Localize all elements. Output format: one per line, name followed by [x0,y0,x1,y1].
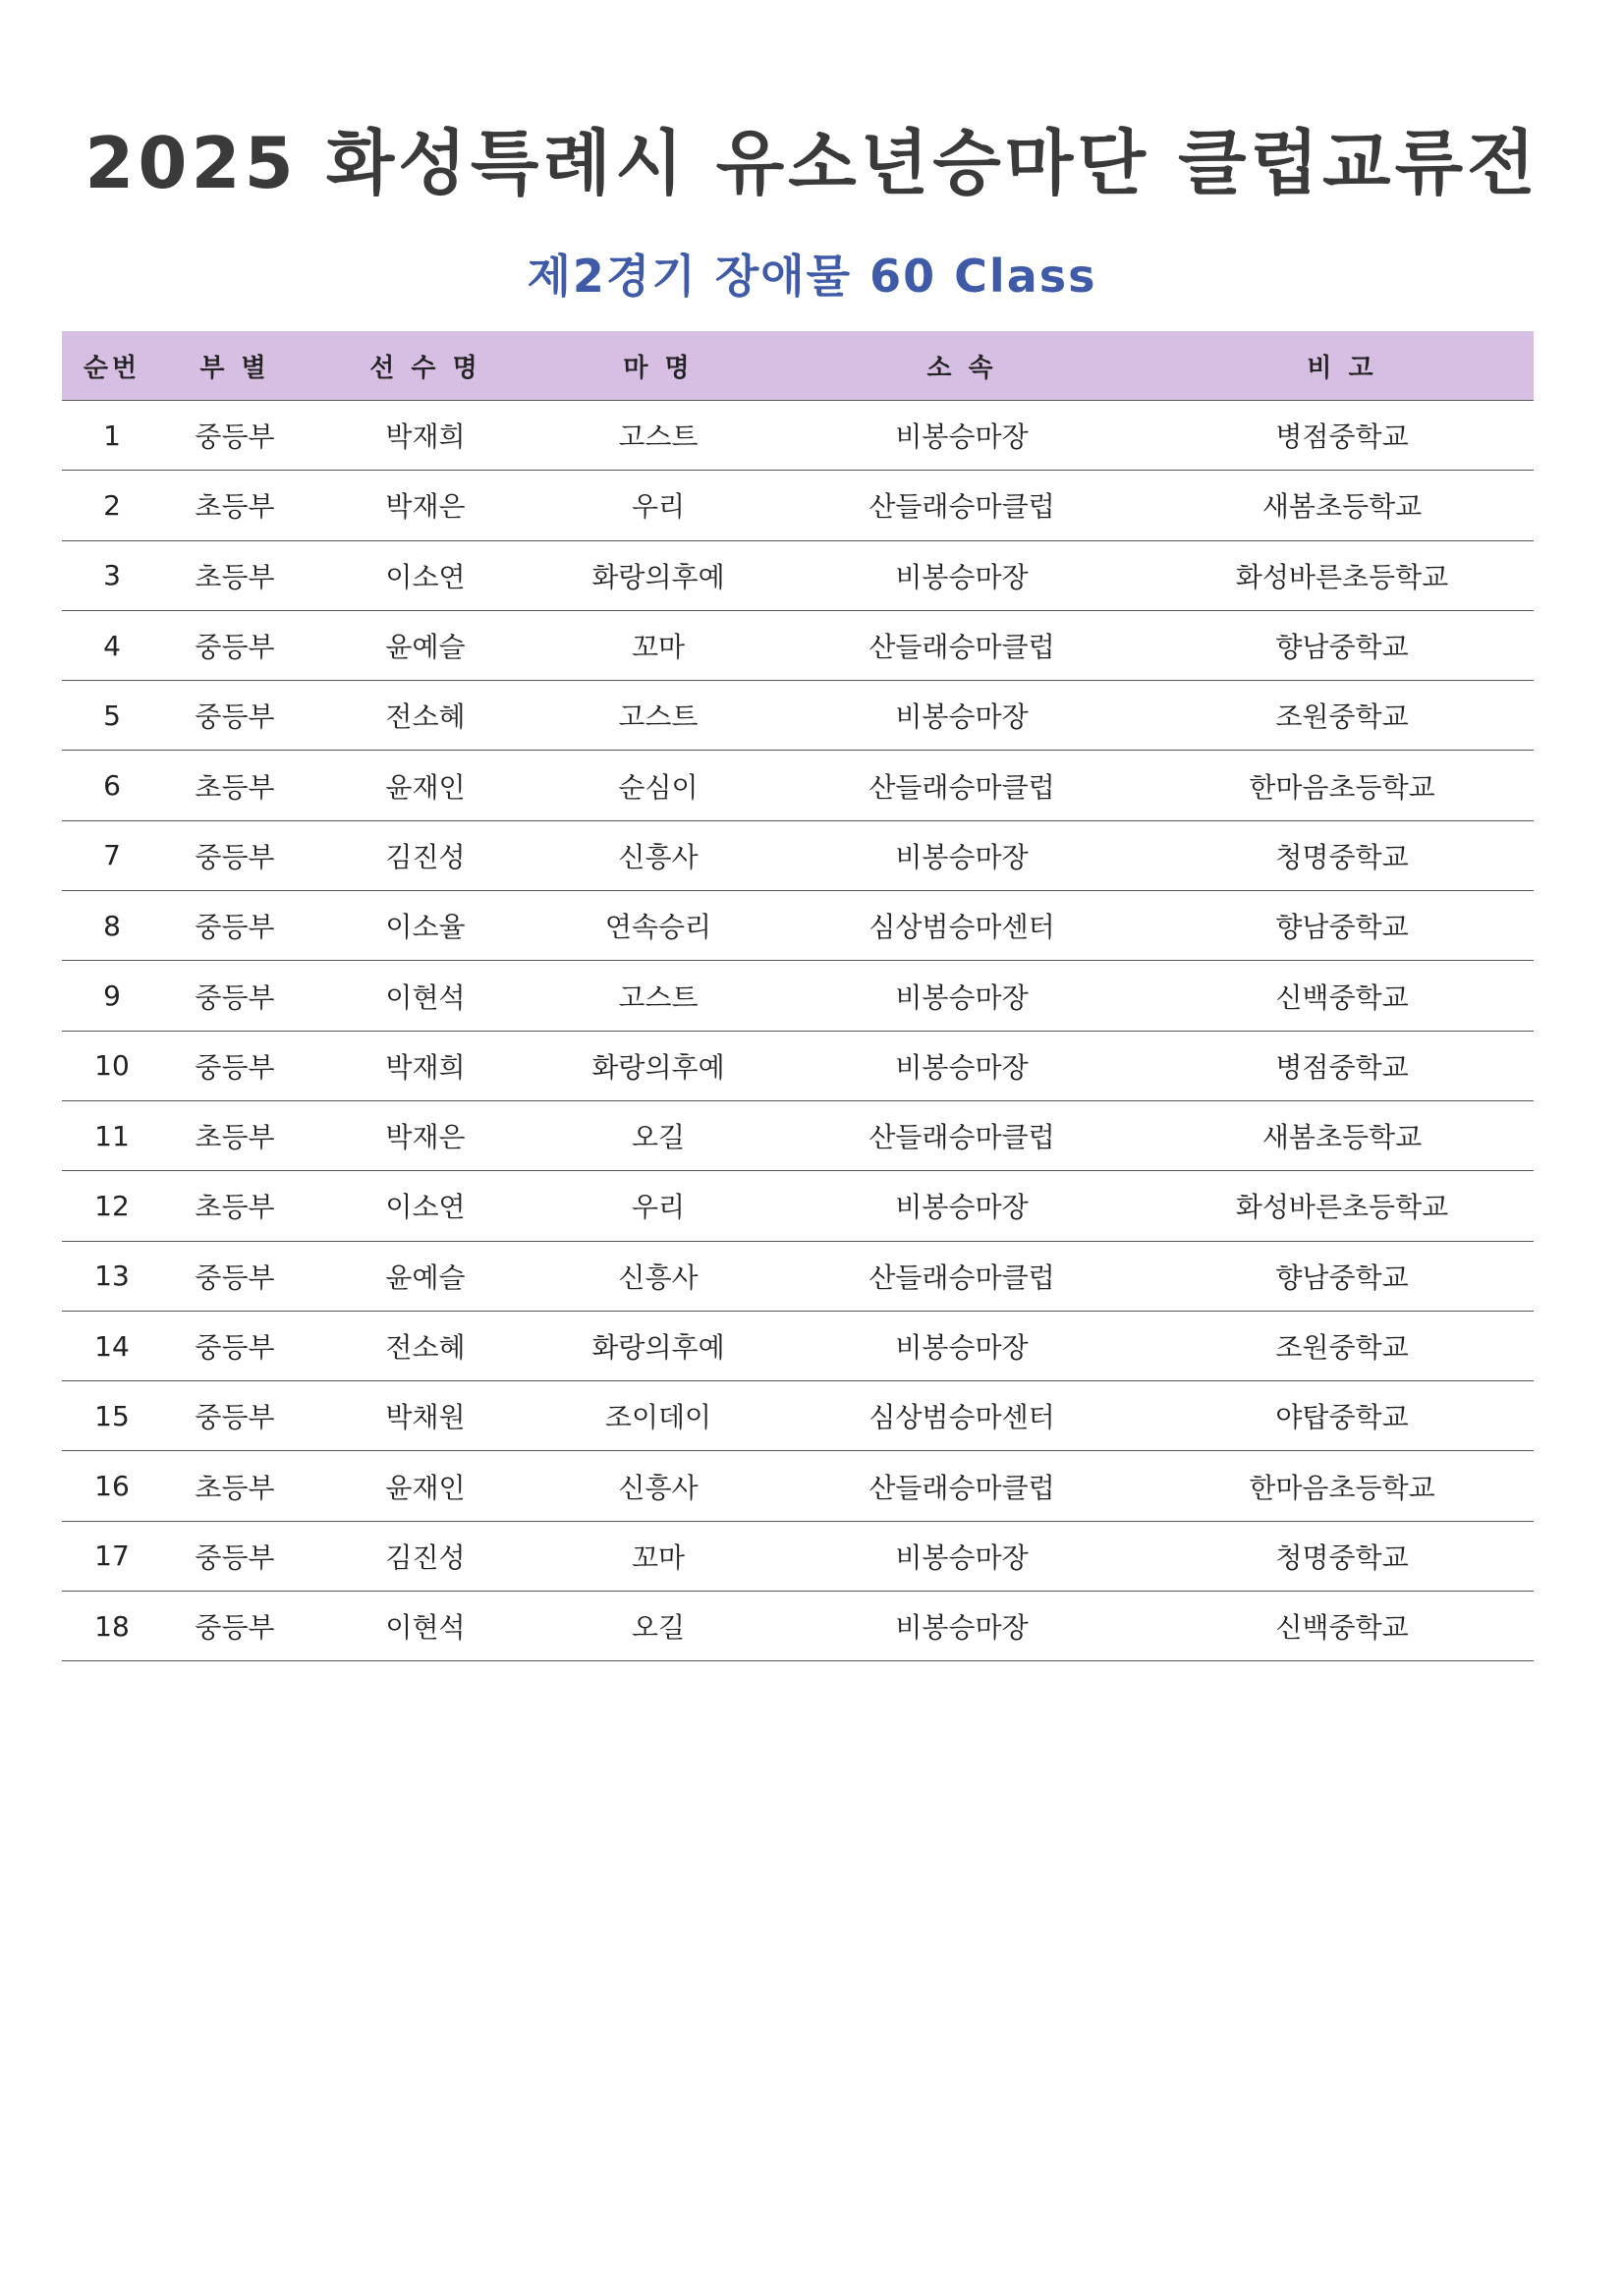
cell-division: 중등부 [162,1031,308,1100]
cell-division: 중등부 [162,891,308,961]
cell-division: 중등부 [162,610,308,680]
cell-rider: 박채원 [308,1381,543,1451]
cell-rider: 이현석 [308,961,543,1031]
cell-rider: 이소연 [308,1171,543,1241]
cell-division: 중등부 [162,961,308,1031]
table-row [62,891,1534,961]
cell-note: 한마음초등학교 [1150,751,1534,820]
cell-horse: 신흥사 [543,820,773,890]
cell-horse: 화랑의후예 [543,1311,773,1380]
cell-division: 중등부 [162,1381,308,1451]
cell-club: 산들래승마클럽 [773,1100,1150,1170]
cell-horse: 오길 [543,1592,773,1661]
cell-club: 산들래승마클럽 [773,751,1150,820]
cell-rider: 박재은 [308,1100,543,1170]
table-row [62,610,1534,680]
table-row [62,1171,1534,1241]
cell-rider: 박재희 [308,1031,543,1100]
cell-note: 신백중학교 [1150,961,1534,1031]
cell-horse: 꼬마 [543,610,773,680]
table-row [62,961,1534,1031]
cell-rider: 이소연 [308,540,543,610]
cell-no: 18 [62,1592,162,1661]
cell-no: 11 [62,1100,162,1170]
cell-note: 청명중학교 [1150,1521,1534,1591]
table-row [62,1381,1534,1451]
cell-no: 3 [62,540,162,610]
page-subtitle: 제2경기 장애물 60 Class [527,250,1097,303]
cell-note: 조원중학교 [1150,1311,1534,1380]
table-row [62,1241,1534,1311]
cell-note: 새봄초등학교 [1150,1100,1534,1170]
cell-rider: 윤예슬 [308,1241,543,1311]
cell-club: 비봉승마장 [773,1171,1150,1241]
table-row [62,1451,1534,1521]
table-header-row [62,331,1534,401]
cell-division: 초등부 [162,1451,308,1521]
cell-horse: 조이데이 [543,1381,773,1451]
cell-division: 중등부 [162,1592,308,1661]
cell-note: 향남중학교 [1150,610,1534,680]
cell-note: 새봄초등학교 [1150,471,1534,540]
cell-horse: 신흥사 [543,1451,773,1521]
header-division: 부 별 [162,331,308,401]
cell-horse: 연속승리 [543,891,773,961]
cell-club: 산들래승마클럽 [773,471,1150,540]
cell-club: 산들래승마클럽 [773,1241,1150,1311]
table-row [62,401,1534,471]
cell-club: 비봉승마장 [773,961,1150,1031]
cell-rider: 윤재인 [308,1451,543,1521]
cell-note: 향남중학교 [1150,891,1534,961]
cell-club: 산들래승마클럽 [773,1451,1150,1521]
cell-no: 15 [62,1381,162,1451]
cell-horse: 신흥사 [543,1241,773,1311]
cell-rider: 박재희 [308,401,543,471]
cell-club: 심상범승마센터 [773,891,1150,961]
cell-rider: 전소혜 [308,1311,543,1380]
cell-club: 비봉승마장 [773,681,1150,751]
cell-note: 조원중학교 [1150,681,1534,751]
header-horse: 마 명 [543,331,773,401]
cell-note: 화성바른초등학교 [1150,1171,1534,1241]
cell-no: 2 [62,471,162,540]
cell-club: 비봉승마장 [773,820,1150,890]
cell-rider: 박재은 [308,471,543,540]
table-row [62,471,1534,540]
cell-division: 초등부 [162,540,308,610]
cell-no: 16 [62,1451,162,1521]
cell-horse: 고스트 [543,401,773,471]
cell-club: 비봉승마장 [773,401,1150,471]
header-note: 비 고 [1150,331,1534,401]
cell-no: 4 [62,610,162,680]
cell-note: 병점중학교 [1150,401,1534,471]
cell-no: 12 [62,1171,162,1241]
cell-no: 1 [62,401,162,471]
table-row [62,681,1534,751]
cell-rider: 윤예슬 [308,610,543,680]
table-row [62,1311,1534,1380]
cell-no: 7 [62,820,162,890]
cell-division: 중등부 [162,1521,308,1591]
cell-no: 10 [62,1031,162,1100]
cell-horse: 꼬마 [543,1521,773,1591]
cell-note: 신백중학교 [1150,1592,1534,1661]
cell-horse: 우리 [543,471,773,540]
cell-horse: 우리 [543,1171,773,1241]
cell-division: 중등부 [162,1311,308,1380]
cell-horse: 순심이 [543,751,773,820]
cell-division: 중등부 [162,1241,308,1311]
cell-note: 한마음초등학교 [1150,1451,1534,1521]
cell-club: 심상범승마센터 [773,1381,1150,1451]
table-body [62,401,1534,1661]
cell-rider: 전소혜 [308,681,543,751]
cell-no: 14 [62,1311,162,1380]
cell-no: 13 [62,1241,162,1311]
cell-club: 비봉승마장 [773,1311,1150,1380]
cell-division: 초등부 [162,1100,308,1170]
cell-club: 산들래승마클럽 [773,610,1150,680]
cell-note: 화성바른초등학교 [1150,540,1534,610]
table-row [62,751,1534,820]
cell-horse: 고스트 [543,681,773,751]
cell-club: 비봉승마장 [773,1031,1150,1100]
entry-table [62,331,1534,1661]
cell-rider: 윤재인 [308,751,543,820]
cell-note: 청명중학교 [1150,820,1534,890]
cell-division: 초등부 [162,751,308,820]
table-row [62,820,1534,890]
cell-division: 중등부 [162,681,308,751]
cell-note: 향남중학교 [1150,1241,1534,1311]
cell-division: 초등부 [162,1171,308,1241]
cell-horse: 화랑의후예 [543,540,773,610]
table-row [62,540,1534,610]
cell-horse: 오길 [543,1100,773,1170]
cell-horse: 화랑의후예 [543,1031,773,1100]
cell-rider: 이소율 [308,891,543,961]
cell-no: 8 [62,891,162,961]
cell-note: 병점중학교 [1150,1031,1534,1100]
cell-club: 비봉승마장 [773,1592,1150,1661]
table-row [62,1100,1534,1170]
cell-note: 야탑중학교 [1150,1381,1534,1451]
cell-no: 17 [62,1521,162,1591]
cell-division: 중등부 [162,401,308,471]
cell-no: 9 [62,961,162,1031]
header-no: 순번 [62,331,162,401]
header-club: 소 속 [773,331,1150,401]
header-rider: 선 수 명 [308,331,543,401]
cell-no: 6 [62,751,162,820]
page-title: 2025 화성특례시 유소년승마단 클럽교류전 [84,122,1540,204]
cell-club: 비봉승마장 [773,1521,1150,1591]
cell-no: 5 [62,681,162,751]
cell-rider: 이현석 [308,1592,543,1661]
cell-division: 초등부 [162,471,308,540]
table-row [62,1592,1534,1661]
cell-horse: 고스트 [543,961,773,1031]
table-row [62,1031,1534,1100]
table-row [62,1521,1534,1591]
cell-division: 중등부 [162,820,308,890]
cell-rider: 김진성 [308,1521,543,1591]
cell-rider: 김진성 [308,820,543,890]
cell-club: 비봉승마장 [773,540,1150,610]
